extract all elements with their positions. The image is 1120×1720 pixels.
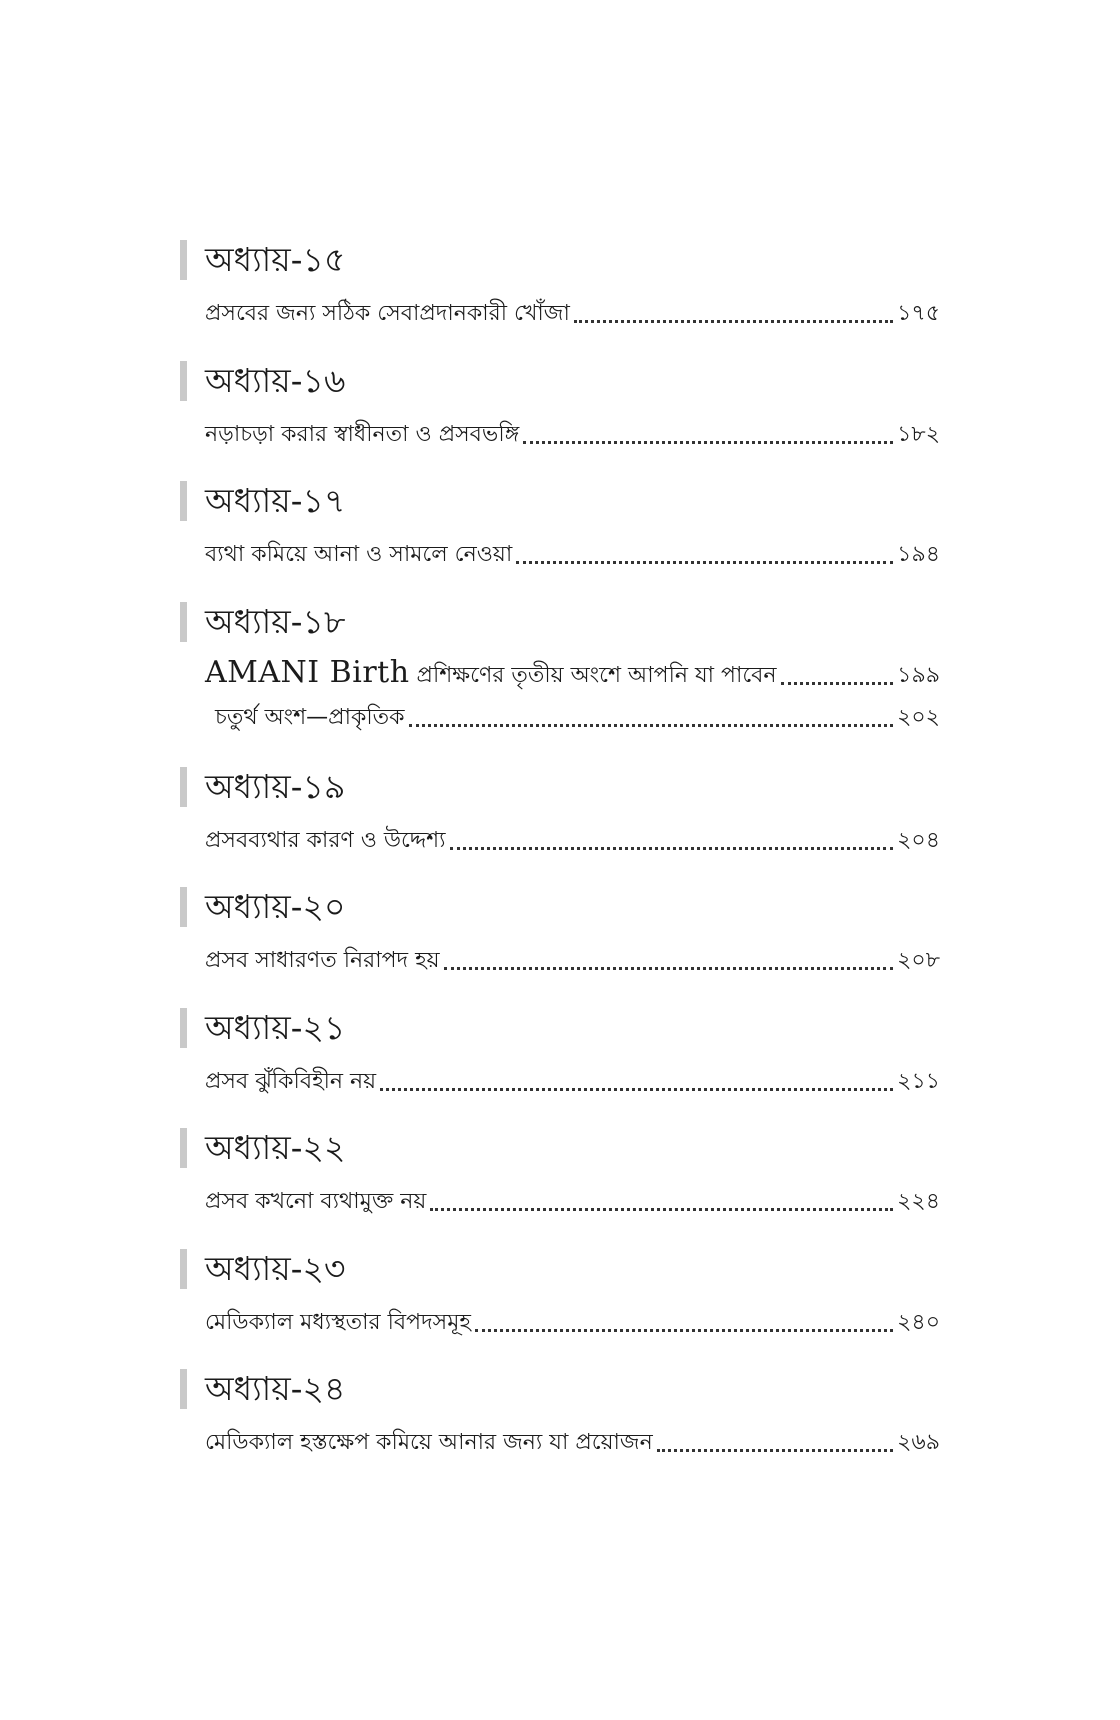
page-number: ২০২ bbox=[897, 704, 940, 730]
toc-entry[interactable] bbox=[205, 1424, 940, 1458]
toc-entry[interactable] bbox=[205, 654, 940, 691]
dot-leader bbox=[657, 1449, 893, 1452]
toc-entry[interactable] bbox=[205, 416, 940, 450]
toc-entry[interactable] bbox=[205, 1183, 940, 1217]
chapter-15 bbox=[180, 238, 940, 359]
chapter-marker-bar bbox=[180, 767, 187, 807]
entry-title: প্রসবের জন্য সঠিক সেবাপ্রদানকারী খোঁজা bbox=[205, 301, 570, 326]
chapter-title: অধ্যায়-১৭ bbox=[205, 481, 346, 520]
toc-entry[interactable] bbox=[205, 942, 940, 976]
chapter-marker-bar bbox=[180, 481, 187, 521]
chapter-23 bbox=[180, 1247, 940, 1368]
entry-title bbox=[205, 654, 777, 691]
chapter-16 bbox=[180, 359, 940, 480]
page-number: ২০৮ bbox=[897, 948, 940, 973]
page-number: ১৮২ bbox=[897, 421, 940, 447]
chapter-title: অধ্যায়-২৪ bbox=[205, 1369, 346, 1408]
chapter-title: অধ্যায়-১৫ bbox=[205, 240, 346, 279]
entry-title-bengali: প্রশিক্ষণের তৃতীয় অংশে আপনি যা পাবেন bbox=[416, 662, 777, 688]
chapter-marker-bar bbox=[180, 887, 187, 927]
page-number: ২২৪ bbox=[897, 1189, 940, 1214]
page-number: ১৯৯ bbox=[897, 662, 940, 688]
entry-title: ব্যথা কমিয়ে আনা ও সামলে নেওয়া bbox=[205, 542, 513, 567]
toc-entry[interactable] bbox=[205, 536, 940, 570]
entry-title: প্রসব সাধারণত নিরাপদ হয় bbox=[205, 948, 440, 973]
entry-title: চতুর্থ অংশ—প্রাকৃতিক bbox=[215, 704, 405, 730]
chapter-title: অধ্যায়-২১ bbox=[205, 1007, 346, 1047]
entry-title: প্রসবব্যথার কারণ ও উদ্দেশ্য bbox=[205, 827, 446, 853]
toc-entry[interactable] bbox=[205, 699, 940, 733]
page-number: ২০৪ bbox=[897, 827, 940, 853]
dot-leader bbox=[781, 682, 894, 685]
chapter-marker-bar bbox=[180, 240, 187, 280]
entry-title-latin: AMANI Birth bbox=[205, 654, 410, 690]
table-of-contents bbox=[180, 238, 940, 1488]
page-number: ১৭৫ bbox=[897, 301, 940, 326]
chapter-marker-bar bbox=[180, 361, 187, 401]
chapter-title: অধ্যায়-১৯ bbox=[205, 766, 346, 806]
page-number: ১৯৪ bbox=[897, 542, 940, 567]
entry-title: মেডিক্যাল মধ্যস্থতার বিপদসমূহ bbox=[205, 1309, 471, 1335]
chapter-18 bbox=[180, 600, 940, 765]
chapter-marker-bar bbox=[180, 1128, 187, 1168]
entry-title: মেডিক্যাল হস্তক্ষেপ কমিয়ে আনার জন্য যা প্রয়োজন bbox=[205, 1430, 653, 1455]
toc-entry[interactable] bbox=[205, 1063, 940, 1097]
dot-leader bbox=[444, 967, 893, 970]
dot-leader bbox=[523, 441, 893, 444]
chapter-title: অধ্যায়-২২ bbox=[205, 1128, 346, 1167]
toc-entry[interactable] bbox=[205, 295, 940, 329]
chapter-marker-bar bbox=[180, 602, 187, 642]
page-number: ২৬৯ bbox=[897, 1430, 940, 1455]
chapter-24 bbox=[180, 1367, 940, 1488]
toc-entry[interactable] bbox=[205, 1304, 940, 1338]
chapter-marker-bar bbox=[180, 1369, 187, 1409]
page-number: ২৪০ bbox=[897, 1309, 940, 1335]
chapter-title: অধ্যায়-১৬ bbox=[205, 360, 346, 400]
chapter-22 bbox=[180, 1126, 940, 1247]
dot-leader bbox=[430, 1208, 893, 1211]
dot-leader bbox=[409, 724, 894, 727]
dot-leader bbox=[450, 847, 894, 850]
chapter-marker-bar bbox=[180, 1008, 187, 1048]
chapter-17 bbox=[180, 479, 940, 600]
dot-leader bbox=[380, 1088, 893, 1091]
entry-title: প্রসব ঝুঁকিবিহীন নয় bbox=[205, 1068, 377, 1094]
chapter-21 bbox=[180, 1006, 940, 1127]
entry-title: প্রসব কখনো ব্যথামুক্ত নয় bbox=[205, 1189, 427, 1214]
dot-leader bbox=[574, 320, 893, 323]
dot-leader bbox=[516, 561, 893, 564]
dot-leader bbox=[475, 1329, 893, 1332]
chapter-title: অধ্যায়-২৩ bbox=[205, 1248, 346, 1288]
chapter-19 bbox=[180, 765, 940, 886]
chapter-title: অধ্যায়-১৮ bbox=[205, 601, 346, 641]
entry-title: নড়াচড়া করার স্বাধীনতা ও প্রসবভঙ্গি bbox=[205, 421, 520, 447]
page-number: ২১১ bbox=[897, 1068, 940, 1094]
toc-entry[interactable] bbox=[205, 822, 940, 856]
chapter-marker-bar bbox=[180, 1249, 187, 1289]
chapter-20 bbox=[180, 885, 940, 1006]
chapter-title: অধ্যায়-২০ bbox=[205, 887, 346, 926]
